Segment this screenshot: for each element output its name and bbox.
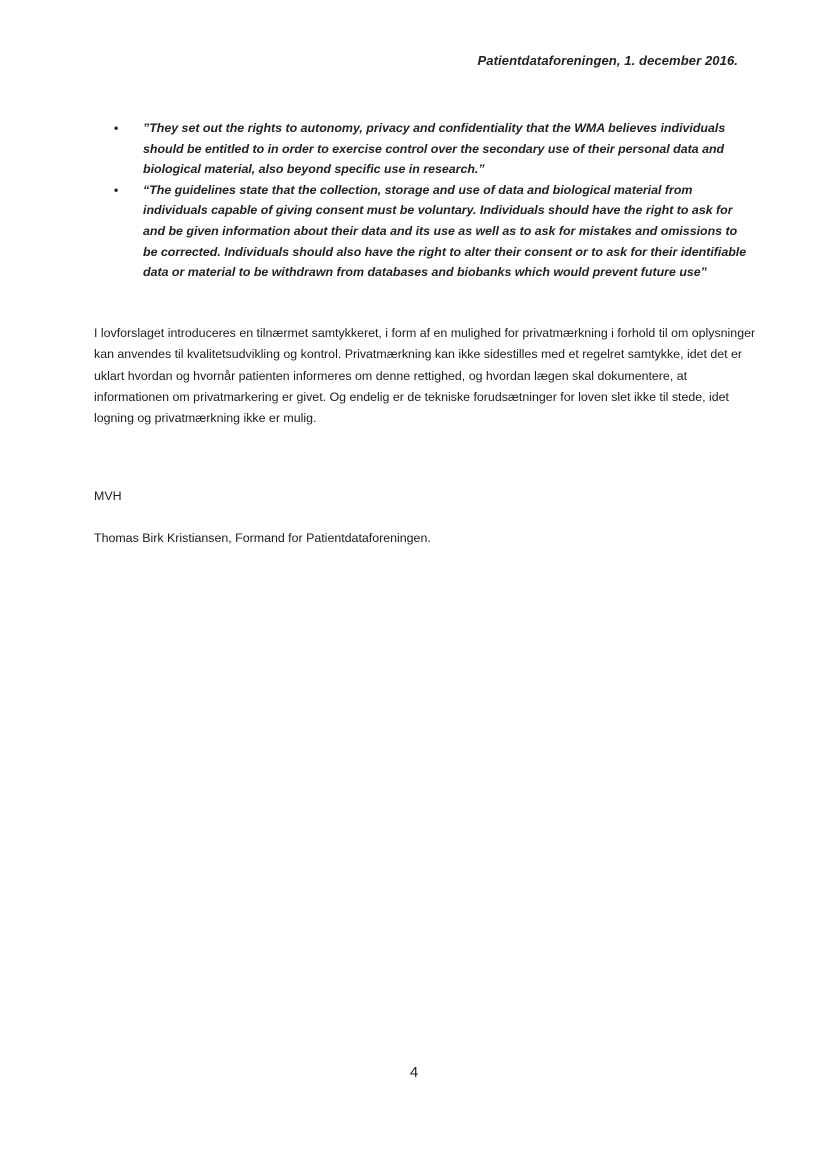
page-header: Patientdataforeningen, 1. december 2016. <box>477 53 738 68</box>
page-number: 4 <box>409 1064 419 1081</box>
signature-line: Thomas Birk Kristiansen, Formand for Patientdataforeningen. <box>94 531 431 545</box>
list-item <box>114 180 754 283</box>
body-paragraph: I lovforslaget introduceres en tilnærmet samtykkeret, i form af en mulighed for privatmærkning i forhold til om oplysninger kan anvendes til kvalitetsudvikling og kontrol. Privatmærkning kan ikke sidestilles med et regelret samtykke, idet det er uklart hvordan og hvornår patienten informeres om denne rettighed, og hvordan lægen skal dokumentere, at informationen om privatmarkering er givet. Og endelig er de tekniske forudsætninger for loven slet ikke til stede, idet logning og privatmærkning ikke er mulig. <box>94 326 756 426</box>
quote-text: ”They set out the rights to autonomy, privacy and confidentiality that the WMA believes individuals should be entitled to in order to exercise control over the secondary use of their personal data and biological material, also beyond specific use in research.” <box>143 121 726 177</box>
bullet-icon: • <box>114 182 119 197</box>
closing-salutation: MVH <box>94 489 122 503</box>
quote-text: “The guidelines state that the collection, storage and use of data and biological material from individuals capable of giving consent must be voluntary. Individuals should have the right to ask for and be given information about their data and its use as well as to ask for mistakes and omissions to be corrected. Individuals should also have the right to alter their consent or to ask for their identifiable data or material to be withdrawn from databases and biobanks which would prevent future use” <box>143 182 747 280</box>
bullet-icon: • <box>114 121 119 135</box>
quote-list <box>114 118 754 283</box>
list-item <box>114 118 754 180</box>
